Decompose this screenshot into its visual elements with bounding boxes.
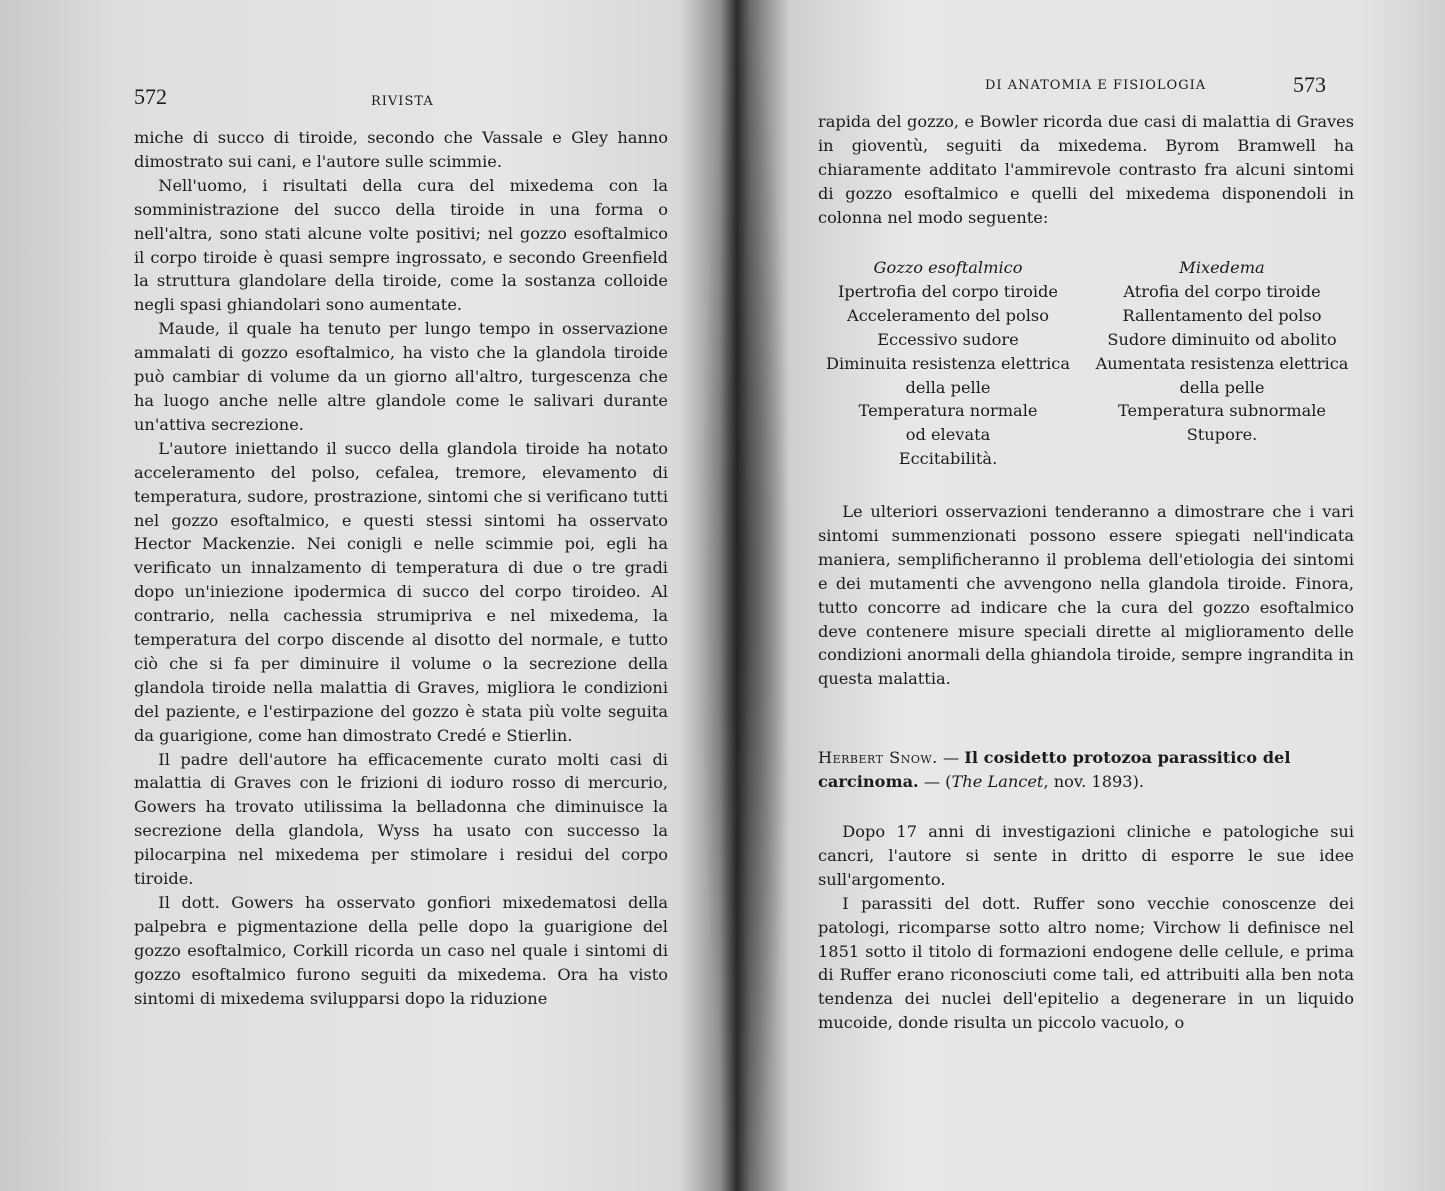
left-page — [0, 0, 720, 1191]
left-running-head: RIVISTA — [371, 94, 434, 109]
right-column-item: Temperatura subnormale — [1117, 401, 1327, 421]
left-column-item: Ipertrofia del corpo tiroide — [837, 281, 1058, 301]
article-body — [818, 820, 1354, 1035]
left-page-number: 572 — [134, 84, 167, 109]
left-paragraph-4: L'autore iniettando il succo della glandola tiroide ha notato acceleramento del polso, cefalea, tremore, elevamento di temperatura, sudore, prostrazione, sintomi che si verificano tutti nel gozzo esoftalmico, e questi stessi sintomi ha osservato Hector Mackenzie. Nei conigli e nelle scimmie poi, egli ha verificato un innalzamento di temperatura di due o tre gradi dopo un'iniezione ipodermica di succo del corpo tiroideo. Al contrario, nella cachessia strumipriva e nel mixedema, la temperatura del corpo discende al disotto del normale, e tutto ciò che si fa per diminuire il volume o la secrezione della glandola tiroide nella malattia di Graves, migliora le condizioni del paziente, e l'estirpazione del gozzo è stata più volte seguita da guarigione, come han dimostrato Credé e Stierlin. — [134, 438, 668, 745]
right-page — [750, 0, 1445, 1191]
column-header-left: Gozzo esoftalmico — [873, 258, 1023, 277]
right-intro-block — [818, 110, 1354, 230]
left-column-item: Acceleramento del polso — [847, 305, 1049, 325]
right-column-item: Sudore diminuito od abolito — [1107, 329, 1337, 349]
left-paragraph-2: Nell'uomo, i risultati della cura del mixedema con la somministrazione del succo della tiroide in una forma o nell'altra, sono stati alcune volte positivi; nel gozzo esoftalmico il corpo tiroide è quasi sempre ingrossato, e secondo Greenfield la struttura glandolare della tiroide, come la sostanza colloide negli spasi ghiandolari sono aumentate. — [134, 175, 668, 315]
left-column-item: od elevata — [905, 425, 991, 445]
left-paragraph-5: Il padre dell'autore ha efficacemente curato molti casi di malattia di Graves con le frizioni di ioduro rosso di mercurio, Gowers ha trovato utilissima la belladonna che diminuisce la secrezione della glandola, Wyss ha usato con successo la pilocarpina nel mixedema per stimolare i residui del corpo tiroide. — [134, 749, 668, 889]
left-column-item: Eccitabilità. — [898, 449, 998, 469]
left-column-item: della pelle — [905, 377, 991, 397]
article-journal: The Lancet — [951, 771, 1044, 791]
right-page-number: 573 — [1293, 72, 1326, 97]
right-column-item: Aumentata resistenza elettrica — [1095, 353, 1349, 373]
right-conclusion-block — [818, 500, 1354, 691]
column-gozzo-esoftalmico — [818, 256, 1078, 471]
right-column-item: Stupore. — [1186, 425, 1258, 445]
article-heading — [818, 746, 1354, 794]
right-column-item: della pelle — [1179, 377, 1265, 397]
article-paragraph-1: Dopo 17 anni di investigazioni cliniche e patologiche sui cancri, l'autore si sente in dritto di esporre le sue idee sull'argomento. — [818, 822, 1354, 889]
left-page-body — [134, 126, 668, 1011]
left-column-item: Eccessivo sudore — [877, 329, 1019, 349]
column-header-right: Mixedema — [1179, 258, 1265, 277]
left-column-item: Temperatura normale — [858, 401, 1038, 421]
right-conclusion-paragraph: Le ulteriori osservazioni tenderanno a dimostrare che i vari sintomi summenzionati possono essere spiegati nell'indicata maniera, semplificheranno il problema dell'etiologia dei sintomi e dei mutamenti che avvengono nella glandola tiroide. Finora, tutto concorre ad indicare che la cura del gozzo esoftalmico deve contenere misure speciali dirette al miglioramento delle condizioni anormali della ghiandola tiroide, sempre ingrandita in questa malattia. — [818, 502, 1354, 689]
right-column-item: Atrofia del corpo tiroide — [1123, 281, 1321, 301]
left-column-item: Diminuita resistenza elettrica — [826, 353, 1070, 373]
column-mixedema — [1086, 256, 1358, 471]
right-intro-paragraph: rapida del gozzo, e Bowler ricorda due casi di malattia di Graves in gioventù, seguiti da mixedema. Byrom Bramwell ha chiaramente additato l'ammirevole contrasto fra alcuni sintomi di gozzo esoftalmico e quelli del mixedema disponendoli in colonna nel modo seguente: — [818, 112, 1354, 227]
symptom-comparison-table — [818, 256, 1358, 471]
heading-dash: — ( — [918, 771, 952, 791]
left-paragraph-3: Maude, il quale ha tenuto per lungo tempo in osservazione ammalati di gozzo esoftalmico, ha visto che la glandola tiroide può cambiar di volume da un giorno all'altro, turgescenza che ha luogo anche nelle altre glandole come le salivari durante un'attiva secrezione. — [134, 319, 668, 434]
heading-dash: — — [937, 748, 965, 767]
article-citation: , nov. 1893). — [1043, 771, 1145, 791]
left-paragraph-6: Il dott. Gowers ha osservato gonfiori mixedematosi della palpebra e pigmentazione della pelle dopo la guarigione del gozzo esoftalmico, Corkill ricorda un caso nel quale i sintomi di gozzo esoftalmico furono seguiti da mixedema. Ora ha visto sintomi di mixedema svilupparsi dopo la riduzione — [134, 893, 668, 1008]
left-paragraph-1: miche di succo di tiroide, secondo che Vassale e Gley hanno dimostrato sui cani, e l'autore sulle scimmie. — [134, 128, 668, 171]
right-running-head: DI ANATOMIA E FISIOLOGIA — [985, 78, 1207, 93]
article-paragraph-2: I parassiti del dott. Ruffer sono vecchie conoscenze dei patologi, ricomparse sotto altro nome; Virchow li definisce nel 1851 sotto il titolo di formazioni endogene delle cellule, e prima di Ruffer erano riconosciuti come tali, ed attribuiti alla ben nota tendenza dei nuclei dell'epitelio a degenerare in un liquido mucoide, donde risulta un piccolo vacuolo, o — [818, 893, 1354, 1033]
right-column-item: Rallentamento del polso — [1122, 305, 1322, 325]
article-author: Herbert Snow. — [818, 748, 938, 767]
article-title: Il cosidetto protozoa parassitico del carcinoma. — [818, 748, 1291, 791]
